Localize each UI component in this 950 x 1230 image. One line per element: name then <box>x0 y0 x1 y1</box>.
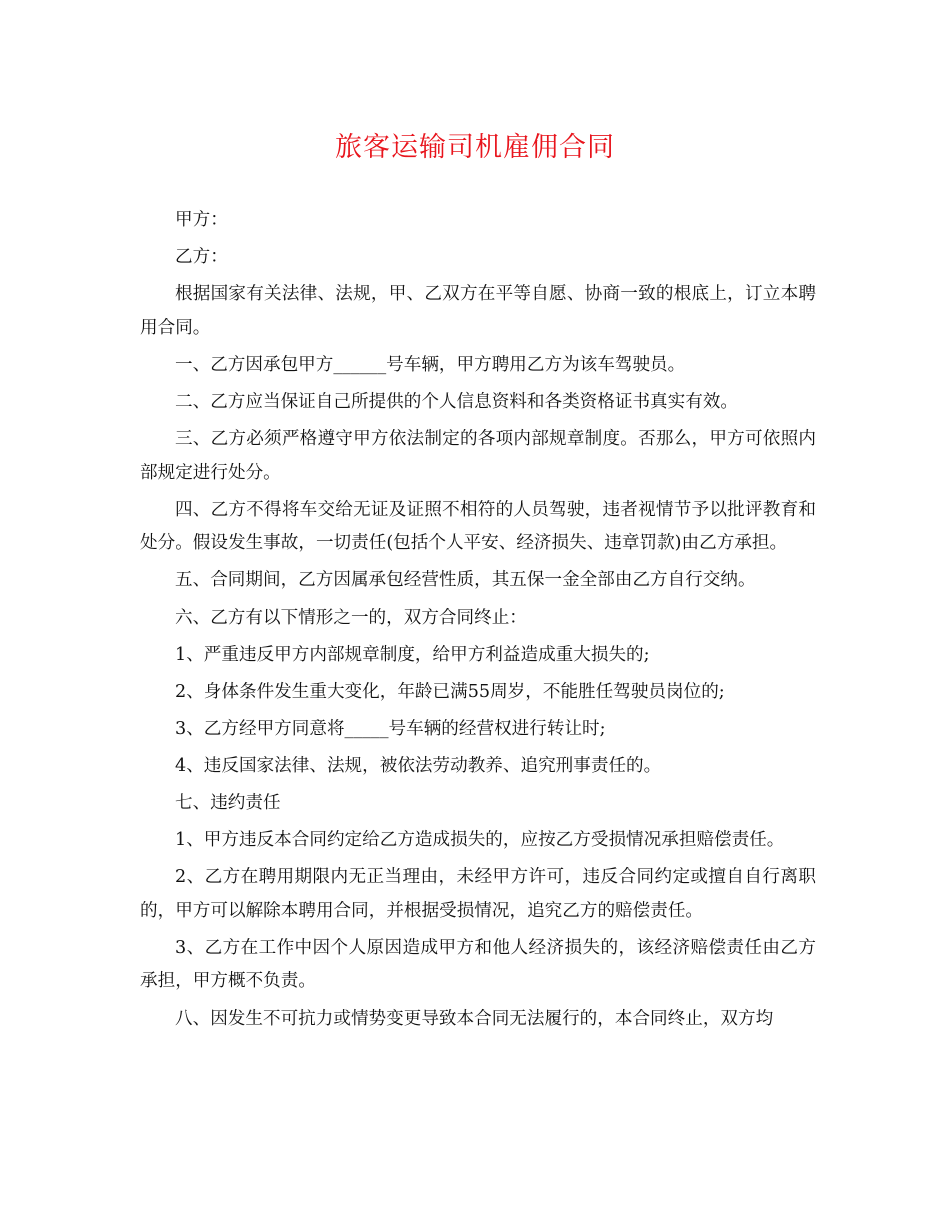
clause-6-item-4: 4、违反国家法律、法规，被依法劳动教养、追究刑事责任的。 <box>175 755 662 776</box>
clause-1: 一、乙方因承包甲方______号车辆，甲方聘用乙方为该车驾驶员。 <box>175 354 686 375</box>
party-a-line: 甲方： <box>175 210 228 230</box>
clause-6: 六、乙方有以下情形之一的，双方合同终止： <box>175 607 527 628</box>
clause-6-item-3: 3、乙方经甲方同意将_____号车辆的经营权进行转让时; <box>175 718 606 739</box>
document-body <box>140 204 816 1040</box>
preamble-paragraph: 根据国家有关法律、法规，甲、乙双方在平等自愿、协商一致的根底上，订立本聘用合同。 <box>140 284 816 338</box>
clause-7-item-3: 3、乙方在工作中因个人原因造成甲方和他人经济损失的，该经济赔偿责任由乙方承担，甲方概不负责。 <box>140 937 816 992</box>
clause-3: 三、乙方必须严格遵守甲方依法制定的各项内部规章制度。否那么，甲方可依照内部规定进行处分。 <box>140 429 816 483</box>
party-b-line: 乙方： <box>175 247 228 268</box>
clause-7-item-1: 1、甲方违反本合同约定给乙方造成损失的，应按乙方受损情况承担赔偿责任。 <box>175 830 785 851</box>
clause-7-item-2: 2、乙方在聘用期限内无正当理由，未经甲方许可，违反合同约定或擅自自行离职的，甲方可以解除本聘用合同，并根据受损情况，追究乙方的赔偿责任。 <box>140 867 816 921</box>
clause-7-heading: 七、违约责任 <box>175 793 281 813</box>
clause-6-item-1: 1、严重违反甲方内部规章制度，给甲方利益造成重大损失的; <box>175 644 650 665</box>
document-title: 旅客运输司机雇佣合同 <box>335 132 615 163</box>
clause-8: 八、因发生不可抗力或情势变更导致本合同无法履行的，本合同终止，双方均 <box>175 1008 774 1029</box>
clause-5: 五、合同期间，乙方因属承包经营性质，其五保一金全部由乙方自行交纳。 <box>175 570 756 591</box>
clause-4: 四、乙方不得将车交给无证及证照不相符的人员驾驶，违者视情节予以批评教育和处分。假设发生事故，一切责任(包括个人平安、经济损失、违章罚款)由乙方承担。 <box>140 499 816 554</box>
clause-6-item-2: 2、身体条件发生重大变化，年龄已满55周岁，不能胜任驾驶员岗位的; <box>175 681 725 702</box>
clause-2: 二、乙方应当保证自己所提供的个人信息资料和各类资格证书真实有效。 <box>175 391 739 412</box>
